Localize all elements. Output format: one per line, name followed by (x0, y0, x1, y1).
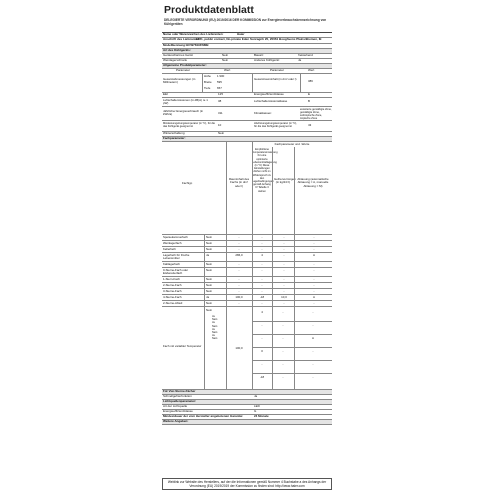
compartment-value: Nein (206, 234, 212, 239)
divider (272, 235, 273, 240)
compartment-value: - (313, 240, 315, 245)
divider (294, 268, 295, 276)
sub-divider (252, 360, 332, 361)
general-cell: Ja (298, 58, 302, 63)
sub-divider (252, 347, 332, 348)
noise-class-label: Luftschallemissionsklasse (254, 99, 288, 103)
compartment-value: -18 (259, 294, 265, 299)
divider (272, 268, 273, 276)
variable-status: Nein (206, 308, 212, 312)
compartment-head (162, 142, 332, 235)
dim-value: 657 (217, 86, 222, 90)
compartment-value: - (238, 282, 240, 287)
variable-freeze-value: - (282, 310, 284, 314)
divider (294, 283, 295, 288)
divider (294, 253, 295, 261)
compartment-row (162, 268, 332, 277)
comp-head-freeze: Gefriervermögen (in kg/24 h) (274, 177, 296, 185)
compartment-value: Nein (206, 246, 212, 251)
divider (226, 142, 227, 234)
sub-divider (252, 334, 332, 335)
variable-volume: 100,0 (235, 346, 243, 350)
climate-label: Klimaklassen: (254, 111, 272, 115)
compartment-value: - (283, 240, 285, 245)
compartment-value: Nein (206, 288, 212, 293)
compartment-value: Nein (206, 267, 212, 272)
variable-temps-value: -18 (259, 375, 265, 379)
variable-defrost-value: - (312, 375, 314, 379)
divider (226, 235, 227, 240)
comp-head-temp: Empfohlene Temperatureinstellung für eine optimierte Lebensmittellagerung (in °C) Diese Einstellungen dürfen nicht im Widerspruch zu den Lagerbedingungen gemäß Anhang IV Tabelle 3 stehen (252, 148, 278, 193)
dims-label: Gesamtabmessungen (in Millimetern) (163, 77, 196, 85)
compartment-value: - (283, 246, 285, 251)
compartment-value: Nein (206, 240, 212, 245)
warranty-value: 24 Monate (254, 414, 269, 419)
divider (294, 277, 295, 282)
divider (294, 235, 295, 240)
divider (226, 301, 227, 306)
divider (204, 253, 205, 261)
more-info-heading: Weitere Angaben: (163, 419, 189, 424)
compartment-type: 2-Sterne-Fach (163, 282, 182, 287)
divider (294, 147, 295, 234)
compartment-value: - (313, 282, 315, 287)
divider (204, 289, 205, 294)
compartment-type: Lagerfach für frische Lebensmittel (163, 252, 190, 260)
divider (252, 295, 253, 300)
temp-row (162, 121, 332, 132)
variable-temps-value: - (261, 323, 263, 327)
compartment-value: - (238, 234, 240, 239)
divider (294, 307, 295, 389)
address-value: 1781, public contact, No.private Eden Sunragnh 20, 20661 Boughvens Plains/Bremen, IE (196, 37, 322, 42)
compartment-value: - (261, 276, 263, 281)
sub-divider (252, 321, 332, 322)
variable-defrost-value: - (312, 349, 314, 353)
divider (272, 277, 273, 282)
divider (204, 277, 205, 282)
compartment-value: - (283, 261, 285, 266)
variable-defrost-value: - (312, 310, 314, 314)
divider (252, 277, 253, 282)
dim-name: Höhe (204, 74, 211, 78)
eei-value: 125 (218, 92, 224, 97)
page-title: Produktdatenblatt (164, 4, 254, 16)
address-label: Anschrift des Lieferanten: (163, 37, 201, 42)
divider (226, 295, 227, 300)
variable-temps-value: - (261, 336, 263, 340)
min-temp-label: Mindestumgebungstemperatur (in °C), für die das Kühlgerät geeignet ist (163, 121, 215, 128)
section-more-info (162, 420, 332, 425)
four-star-heading: Für Vier-Sterne-Fächer (163, 389, 196, 394)
divider (272, 241, 273, 246)
fast-freeze-value: Ja (254, 394, 258, 399)
divider (272, 307, 273, 389)
compartment-value: Ja (206, 294, 210, 299)
divider (272, 147, 273, 234)
compartment-type: Weinlagerfach (163, 240, 182, 245)
divider (204, 247, 205, 252)
divider (226, 277, 227, 282)
compartment-value: - (313, 300, 315, 305)
general-cell: Nein (222, 58, 229, 63)
supplier-label: Name oder Warenzeichen des Lieferanten: (163, 32, 224, 37)
compartment-value: 10,0 (281, 294, 287, 299)
variable-freeze-value: - (282, 349, 284, 353)
compartment-value: - (238, 240, 240, 245)
divider (202, 74, 203, 92)
compartment-value: - (313, 288, 315, 293)
compartment-value: Nein (206, 261, 212, 266)
divider (252, 253, 253, 261)
compartment-value: - (261, 246, 263, 251)
dim-name: Tiefe (204, 86, 211, 90)
dim-value: 1 900 (217, 74, 225, 78)
comp-head-volume: Rauminhalt des Fachs (in dm³ oder l) (228, 177, 250, 188)
volume-label: Gesamtrauminhalt (in dm³ oder l) (254, 77, 297, 81)
compartment-value: - (283, 234, 285, 239)
compartment-value: 286,0 (235, 252, 243, 257)
variable-defrost-value: - (312, 362, 314, 366)
eei-label: EEI (163, 92, 168, 97)
divider (300, 74, 301, 92)
divider (272, 289, 273, 294)
compartment-value: A (313, 294, 315, 299)
divider (252, 74, 253, 92)
divider (226, 283, 227, 288)
compartment-type: 1-Stern-Fach (163, 276, 180, 281)
max-temp-value: 43 (308, 123, 312, 127)
sub-divider (252, 373, 332, 374)
general-cell: freistehend (298, 53, 313, 58)
variable-temps-value: 0 (261, 349, 263, 353)
compartment-value: - (283, 276, 285, 281)
divider (204, 301, 205, 306)
compartment-row (162, 253, 332, 262)
compartment-value: A (313, 252, 315, 257)
divider (204, 235, 205, 240)
supplier-value: Haier (237, 32, 245, 37)
divider (272, 247, 273, 252)
divider (272, 283, 273, 288)
compartment-type: 4-Sterne-Fach (163, 294, 182, 299)
energy-row (162, 107, 332, 121)
divider (226, 241, 227, 246)
divider (252, 262, 253, 267)
divider (204, 262, 205, 267)
params-head: Wert (308, 68, 315, 73)
comp-group-header: Fachparameter und -Werte (274, 142, 310, 146)
compartment-value: - (313, 234, 315, 239)
section-type-heading: Art des Kühlgeräts: (163, 48, 191, 53)
compartment-value: - (238, 288, 240, 293)
compartment-value: - (283, 300, 285, 305)
divider (226, 247, 227, 252)
compartment-value: - (238, 300, 240, 305)
divider (204, 268, 205, 276)
compartment-type: Kellerfach (163, 246, 176, 251)
winter-label: Winterschaltung (163, 131, 185, 136)
variable-freeze-value: - (282, 323, 284, 327)
light-heading: Lichtquellenparameter: (163, 399, 197, 404)
general-cell: Bauart: (254, 53, 264, 58)
compartment-value: - (238, 246, 240, 251)
compartment-type: Speisekammerfach (163, 234, 188, 239)
divider (252, 247, 253, 252)
compartment-value: - (261, 240, 263, 245)
divider (204, 283, 205, 288)
product-data-sheet (162, 4, 332, 489)
compartment-value: - (313, 261, 315, 266)
variable-freeze-value: - (282, 375, 284, 379)
dimensions-row (162, 74, 332, 93)
general-cell: Geräuscharmes Gerät (163, 53, 193, 58)
comp-head-type: Fachtyp (182, 181, 193, 185)
compartment-value: - (238, 276, 240, 281)
compartment-value: - (261, 261, 263, 266)
light-label: Art der Lichtquelle (163, 404, 188, 409)
weblink-box: Weblink zur Website des Herstellers, auf der die Informationen gemäß Nummer 4 Buchstabe a des Anhangs der Verordnung (EU) 2019/2019 der Kommission zu finden sind: http://www.haier.com (162, 478, 332, 490)
compartment-value: - (283, 252, 285, 257)
general-cell: Weinlagerschrank (163, 58, 187, 63)
compartment-value: - (261, 300, 263, 305)
divider (294, 295, 295, 300)
climate-value: erweiterte gemäßigte Zone, gemäßigte Zone, subtropische Zone, tropische Zone (300, 107, 332, 120)
compartment-value: - (313, 276, 315, 281)
divider (204, 307, 205, 389)
divider (252, 301, 253, 306)
compartment-type: 2-Sterne-Abteil (163, 300, 183, 305)
model-value: HCW7819FNMB (186, 43, 209, 48)
divider (226, 307, 227, 389)
compartment-rows (162, 235, 332, 307)
params-head: Parameter (176, 68, 191, 73)
divider (252, 283, 253, 288)
divider (226, 268, 227, 276)
divider (252, 142, 253, 234)
regulation-text: DELEGIERTE VERORDNUNG (EU) 2019/2016 DER KOMMISSION zur Energieverbrauchskennzeichnung von Kühlgeräten (164, 18, 327, 26)
params-head: Wert (224, 68, 231, 73)
divider (294, 289, 295, 294)
general-cell: Anderes Kühlgerät: (254, 58, 280, 63)
section-params-heading: Allgemeine Produktparameter: (163, 63, 207, 68)
dim-name: Breite (204, 80, 212, 84)
comp-head-defrost: Abtauung (automatische Abtauung = A, manuelle Abtauung = M) (297, 177, 329, 188)
winter-value: Nein (218, 131, 225, 136)
compartment-value: - (283, 288, 285, 293)
divider (252, 289, 253, 294)
class-value: E (308, 92, 311, 97)
compartment-value: Nein (206, 276, 212, 281)
divider (272, 253, 273, 261)
compartment-value: 100,0 (235, 294, 243, 299)
divider (252, 307, 253, 389)
general-cell: Nein (222, 53, 229, 58)
variable-freeze-value: - (282, 336, 284, 340)
compartment-value: - (238, 261, 240, 266)
max-temp-label: Höchstumgebungstemperatur (in °C), für die das Kühlgerät geeignet ist (254, 121, 297, 128)
divider (226, 253, 227, 261)
compartment-value: - (313, 246, 315, 251)
divider (294, 301, 295, 306)
compartment-type: 0-Sterne-Fach oder Eisbereiterfach (163, 267, 189, 275)
variable-types: Ja Nein Ja Nein Ja Nein Ja Nein (212, 315, 218, 341)
divider (204, 241, 205, 246)
compartment-value: Nein (206, 300, 212, 305)
noise-value: 38 (218, 99, 222, 103)
variable-temps-value: - (261, 362, 263, 366)
divider (272, 301, 273, 306)
variable-label: Fach mit variabler Temperatur (163, 344, 202, 348)
variable-compartment-row (162, 307, 332, 390)
data-table (162, 32, 332, 425)
compartment-value: 4 (261, 252, 263, 257)
section-compartments-heading: Fachparameter: (163, 136, 186, 141)
compartment-value: - (261, 288, 263, 293)
noise-label: Luftschallemissionen (in dB(A) re 1 pW) (163, 97, 208, 105)
noise-row (162, 98, 332, 107)
dim-value: 595 (217, 80, 222, 84)
divider (294, 241, 295, 246)
light-label: Energieeffizienzklasse (163, 409, 193, 414)
params-head: Parameter (270, 68, 285, 73)
divider (294, 247, 295, 252)
divider (272, 295, 273, 300)
energy-value: 311 (218, 111, 223, 115)
class-label: Energieeffizienzklasse (254, 92, 284, 97)
compartment-value: - (238, 267, 240, 272)
variable-defrost-value: A (312, 336, 314, 340)
divider (272, 262, 273, 267)
divider (204, 295, 205, 300)
volume-value: 386 (308, 79, 313, 83)
light-value: LED (254, 404, 260, 409)
compartment-value: - (313, 267, 315, 272)
compartment-value: Nein (206, 282, 212, 287)
compartment-type: Kaltlagerfach (163, 261, 180, 266)
model-label: Modellkennung: (163, 43, 186, 48)
compartment-value: - (261, 267, 263, 272)
compartment-value: - (261, 282, 263, 287)
energy-label: Jährlicher Energieverbrauch (in kWh/a) (163, 109, 204, 117)
variable-temps-value: 4 (261, 310, 263, 314)
compartment-value: - (261, 234, 263, 239)
divider (294, 262, 295, 267)
compartment-type: 3-Sterne-Fach (163, 288, 182, 293)
noise-class-value: B (308, 99, 310, 103)
divider (252, 241, 253, 246)
fast-freeze-label: Schnellgefrierfunktion (163, 394, 192, 399)
compartment-value: - (283, 282, 285, 287)
divider (226, 289, 227, 294)
divider (226, 262, 227, 267)
divider (252, 235, 253, 240)
light-value: G (254, 409, 257, 414)
variable-defrost-value: - (312, 323, 314, 327)
compartment-value: Ja (206, 252, 210, 257)
min-temp-value: 10 (218, 123, 222, 127)
compartment-value: - (283, 267, 285, 272)
warranty-label: Mindestdauer der vom Hersteller angebotenen Garantie: (163, 414, 244, 419)
divider (252, 268, 253, 276)
variable-freeze-value: - (282, 362, 284, 366)
